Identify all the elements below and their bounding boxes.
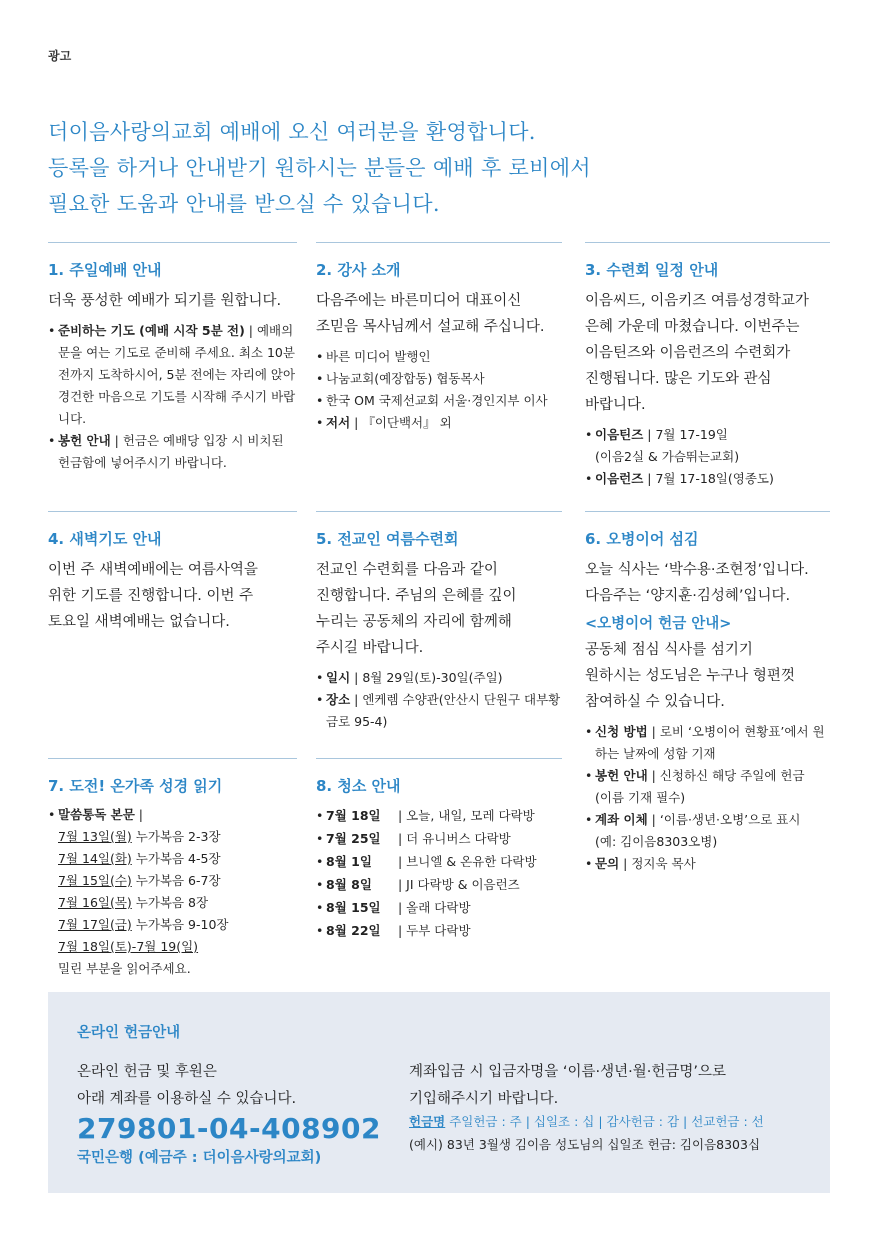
- welcome-intro: [48, 114, 838, 222]
- item-text: | 『이단백서』 외: [350, 415, 452, 430]
- codes-text: 주일헌금 : 주 | 십일조 : 십 | 감사헌금 : 감 | 선교헌금 : 선: [445, 1114, 764, 1129]
- list-item: [585, 765, 830, 809]
- item-subtext: (이름 기재 필수): [595, 790, 686, 805]
- table-row: [316, 896, 537, 919]
- table-row: [316, 827, 537, 850]
- cleaning-group: | 브니엘 & 온유한 다락방: [398, 854, 537, 869]
- cleaning-group: | 올래 다락방: [398, 900, 471, 915]
- reading-date: 7월 17일(금): [58, 917, 132, 932]
- table-row: [316, 873, 537, 896]
- section-text: 전교인 수련회를 다음과 같이 진행합니다. 주님의 은혜를 깊이 누리는 공동체의 자리에 함께해 주시길 바랍니다.: [316, 562, 517, 656]
- section-dawn-prayer: [48, 511, 297, 635]
- cleaning-date: • 7월 25일: [316, 827, 398, 850]
- table-row: [316, 804, 537, 827]
- section-retreat-schedule: [585, 242, 830, 490]
- subheading: <오병이어 헌금 안내>: [585, 616, 732, 632]
- online-offering-panel: [48, 992, 830, 1193]
- section-text: 오늘 식사는 ‘박수용·조현정’입니다. 다음주는 ‘양지훈·김성혜’입니다.: [585, 562, 809, 604]
- divider: [48, 242, 297, 243]
- item-label: 저서: [326, 415, 351, 430]
- section-cleaning: [316, 758, 562, 942]
- item-label: 이음틴즈: [595, 427, 644, 442]
- cleaning-group: | 더 유니버스 다락방: [398, 831, 511, 846]
- reading-line: [58, 914, 297, 936]
- divider: [316, 242, 562, 243]
- intro-line: 등록을 하거나 안내받기 원하시는 분들은 예배 후 로비에서: [48, 156, 591, 180]
- reading-line: [58, 936, 297, 958]
- item-text: | 7월 17-18일(영종도): [643, 471, 774, 486]
- bullet-list: [316, 667, 562, 733]
- item-text: | 헌금은 예배당 입장 시 비치된 헌금함에 넣어주시기 바랍니다.: [58, 433, 284, 470]
- section-text: 다음주에는 바른미디어 대표이신 조믿음 목사님께서 설교해 주십니다.: [316, 293, 545, 335]
- panel-title: 온라인 헌금안내: [77, 1025, 181, 1041]
- section-title: 8. 청소 안내: [316, 777, 401, 795]
- divider: [316, 758, 562, 759]
- reading-date: 7월 15일(수): [58, 873, 132, 888]
- item-text: | 7월 17-19일: [643, 427, 728, 442]
- section-title: 2. 강사 소개: [316, 261, 401, 279]
- item-text: 한국 OM 국제선교회 서울·경인지부 이사: [326, 393, 548, 408]
- list-item: [316, 346, 562, 368]
- cleaning-group: | 오늘, 내일, 모레 다락방: [398, 808, 535, 823]
- offering-example: (예시) 83년 3월생 김이음 성도님의 십일조 헌금: 김이음8303십: [409, 1137, 761, 1152]
- list-item: [585, 721, 830, 765]
- reading-line: [58, 826, 297, 848]
- list-item: [316, 412, 562, 434]
- item-label: 신청 방법: [595, 724, 648, 739]
- item-text: 나눔교회(예장합동) 협동목사: [326, 371, 485, 386]
- section-text: 공동체 점심 식사를 섬기기 원하시는 성도님은 누구나 형편껏 참여하실 수 있습니다.: [585, 642, 795, 710]
- item-label: 봉헌 안내: [595, 768, 648, 783]
- list-item: [48, 430, 297, 474]
- codes-label: 헌금명: [409, 1114, 446, 1129]
- section-speaker: [316, 242, 562, 434]
- offering-codes: [409, 1112, 764, 1130]
- list-item: [585, 468, 830, 490]
- bullet-list: [48, 804, 297, 826]
- reading-line: [58, 870, 297, 892]
- item-text: | 엔케렘 수양관(안산시 단원구 대부황금로 95-4): [326, 692, 561, 729]
- item-label: 계좌 이체: [595, 812, 648, 827]
- item-text: | ‘이름·생년·오병’으로 표시: [647, 812, 801, 827]
- bullet-list: [316, 346, 562, 434]
- item-text: | 로비 ‘오병이어 현황표’에서 원하는 날짜에 성함 기재: [595, 724, 825, 761]
- list-item: [48, 804, 297, 826]
- item-label: 이음런즈: [595, 471, 644, 486]
- section-title: 7. 도전! 온가족 성경 읽기: [48, 777, 223, 795]
- section-sunday-worship: [48, 242, 297, 474]
- panel-right-text: 계좌입금 시 입금자명을 ‘이름·생년·월·헌금명’으로 기입해주시기 바랍니다.: [409, 1064, 727, 1107]
- item-text: | 정지욱 목사: [619, 856, 696, 871]
- reading-text: 누가복음 2-3장: [131, 829, 221, 844]
- bank-name: 국민은행 (예금주 : 더이음사랑의교회): [77, 1150, 322, 1166]
- section-text: 이음씨드, 이음키즈 여름성경학교가 은혜 가운데 마쳤습니다. 이번주는 이음틴즈와 이음런즈의 수련회가 진행됩니다. 많은 기도와 관심 바랍니다.: [585, 293, 809, 413]
- account-number: 279801-04-408902: [77, 1112, 381, 1145]
- item-label: 문의: [595, 856, 620, 871]
- bullet-list: [585, 424, 830, 490]
- divider: [585, 242, 830, 243]
- divider: [48, 758, 297, 759]
- item-separator: |: [134, 807, 143, 822]
- list-item: [316, 689, 562, 733]
- intro-line: 필요한 도움과 안내를 받으실 수 있습니다.: [48, 192, 440, 216]
- section-title: 1. 주일예배 안내: [48, 261, 162, 279]
- intro-line: 더이음사랑의교회 예배에 오신 여러분을 환영합니다.: [48, 120, 536, 144]
- reading-text: 누가복음 9-10장: [131, 917, 229, 932]
- reading-footer: 밀린 부분을 읽어주세요.: [58, 961, 191, 976]
- item-text: | 신청하신 해당 주일에 헌금: [647, 768, 805, 783]
- item-label: 준비하는 기도 (예배 시작 5분 전): [58, 323, 245, 338]
- item-text: | 8월 29일(토)-30일(주일): [350, 670, 503, 685]
- ad-tag: 광고: [48, 49, 72, 63]
- list-item: [48, 320, 297, 430]
- panel-left-text: 온라인 헌금 및 후원은 아래 계좌를 이용하실 수 있습니다.: [77, 1064, 297, 1107]
- section-five-loaves: [585, 511, 830, 875]
- section-title: 4. 새벽기도 안내: [48, 530, 162, 548]
- divider: [48, 511, 297, 512]
- section-summer-retreat: [316, 511, 562, 733]
- list-item: [585, 809, 830, 853]
- cleaning-group: | JI 다락방 & 이음런즈: [398, 877, 520, 892]
- item-text: | 예배의 문을 여는 기도로 준비해 주세요. 최소 10분 전까지 도착하시어, 5분 전에는 자리에 앉아 경건한 마음으로 기도를 시작해 주시기 바랍니다.: [58, 323, 296, 426]
- item-subtext: (예: 김이음8303오병): [595, 834, 718, 849]
- cleaning-date: • 8월 15일: [316, 896, 398, 919]
- reading-schedule: [48, 826, 297, 980]
- reading-date: 7월 16일(목): [58, 895, 132, 910]
- cleaning-table: [316, 804, 537, 942]
- section-title: 3. 수련회 일정 안내: [585, 261, 719, 279]
- reading-date: 7월 18일(토)-7월 19(일): [58, 939, 199, 954]
- item-label: 봉헌 안내: [58, 433, 111, 448]
- reading-text: 누가복음 4-5장: [131, 851, 221, 866]
- reading-text: 누가복음 8장: [131, 895, 209, 910]
- table-row: [316, 850, 537, 873]
- item-label: 장소: [326, 692, 351, 707]
- table-row: [316, 919, 537, 942]
- list-item: [316, 667, 562, 689]
- reading-line: [58, 892, 297, 914]
- cleaning-group: | 두부 다락방: [398, 923, 471, 938]
- reading-date: 7월 13일(월): [58, 829, 132, 844]
- item-text: 바른 미디어 발행인: [326, 349, 431, 364]
- cleaning-date: • 7월 18일: [316, 804, 398, 827]
- list-item: [585, 853, 830, 875]
- section-title: 6. 오병이어 섬김: [585, 530, 699, 548]
- section-bible-reading: [48, 758, 297, 980]
- divider: [585, 511, 830, 512]
- section-text: 더욱 풍성한 예배가 되기를 원합니다.: [48, 293, 282, 309]
- list-item: [316, 390, 562, 412]
- cleaning-date: • 8월 1일: [316, 850, 398, 873]
- cleaning-date: • 8월 22일: [316, 919, 398, 942]
- list-item: [316, 368, 562, 390]
- reading-date: 7월 14일(화): [58, 851, 132, 866]
- reading-text: 누가복음 6-7장: [131, 873, 221, 888]
- bullet-list: [48, 320, 297, 474]
- section-text: 이번 주 새벽예배에는 여름사역을 위한 기도를 진행합니다. 이번 주 토요일 새벽예배는 없습니다.: [48, 562, 258, 630]
- divider: [316, 511, 562, 512]
- item-label: 일시: [326, 670, 351, 685]
- bullet-list: [585, 721, 830, 875]
- list-item: [585, 424, 830, 468]
- cleaning-date: • 8월 8일: [316, 873, 398, 896]
- reading-line: [58, 848, 297, 870]
- section-title: 5. 전교인 여름수련회: [316, 530, 459, 548]
- item-subtext: (이음2실 & 가슴뛰는교회): [595, 449, 740, 464]
- item-label: 말씀통독 본문: [58, 807, 135, 822]
